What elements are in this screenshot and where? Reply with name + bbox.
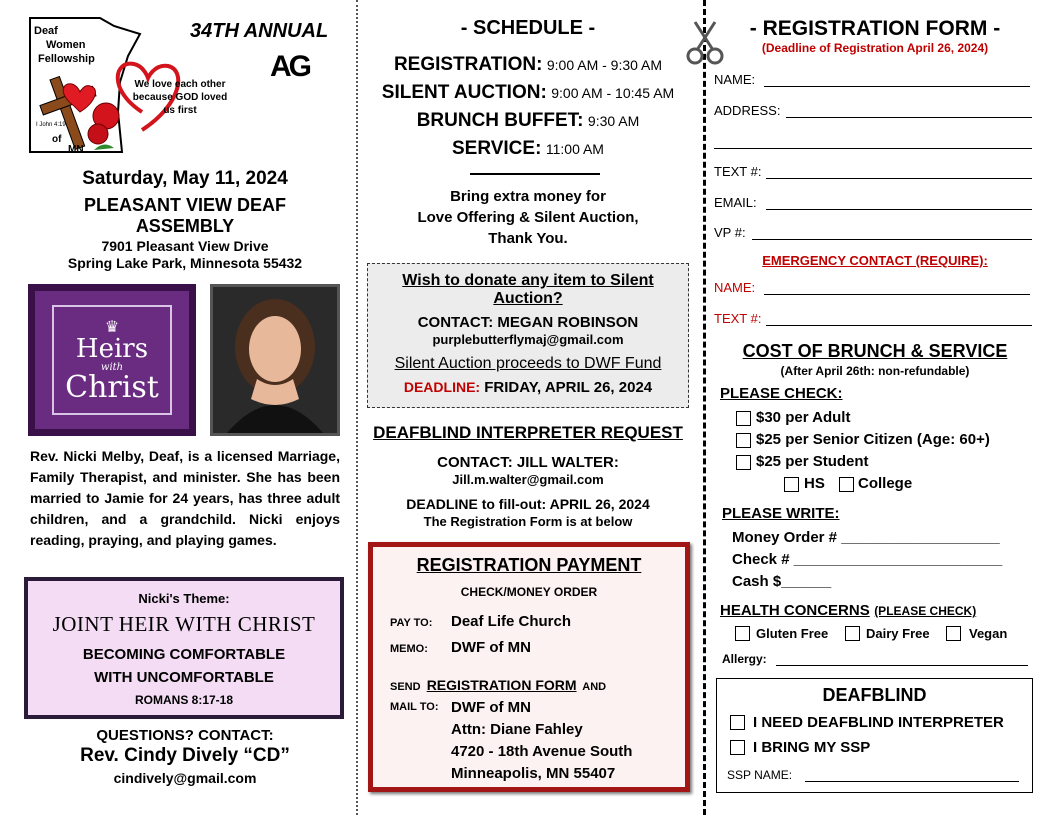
money-order-field[interactable]: Money Order # ___________________: [732, 529, 1000, 546]
scissors-icon: [685, 20, 725, 66]
emergency-contact-heading: EMERGENCY CONTACT (REQUIRE):: [762, 253, 988, 268]
deafblind-request-title: DEAFBLIND INTERPRETER REQUEST: [373, 423, 683, 442]
schedule-time: 11:00 AM: [545, 141, 604, 157]
theme-subtitle: [28, 643, 340, 689]
health-heading: [720, 602, 976, 620]
form-deadline: (Deadline of Registration April 26, 2024): [761, 41, 989, 55]
allergy-label: Allergy:: [722, 652, 767, 666]
theme-title: JOINT HEIR WITH CHRIST: [52, 612, 316, 636]
deafblind-deadline: DEADLINE to fill-out: APRIL 26, 2024: [406, 496, 650, 512]
donate-contact: CONTACT: MEGAN ROBINSON: [417, 314, 639, 331]
theme-box: [24, 577, 344, 719]
form-title: - REGISTRATION FORM -: [749, 17, 1001, 40]
memo-value: DWF of MN: [451, 639, 531, 656]
schedule-time: 9:30 AM: [587, 113, 640, 129]
check-field[interactable]: Check # _________________________: [732, 551, 1003, 568]
dairy-free-option: Dairy Free: [866, 626, 930, 641]
cut-line: [703, 0, 706, 815]
schedule-row-service: [368, 138, 688, 160]
schedule-divider: [470, 173, 600, 175]
student-checkbox[interactable]: [736, 455, 751, 470]
send-label: [390, 677, 606, 693]
health-title: HEALTH CONCERNS: [720, 602, 870, 619]
theme-scripture: ROMANS 8:17-18: [134, 693, 234, 707]
emergency-name-field[interactable]: [764, 294, 1030, 295]
adult-option: $30 per Adult: [756, 409, 851, 426]
pay-to-label: PAY TO:: [390, 617, 433, 629]
send-word: SEND: [390, 681, 421, 693]
memo-label: MEMO:: [390, 643, 428, 655]
ssp-name-label: SSP NAME:: [727, 768, 793, 782]
deafblind-contact: CONTACT: JILL WALTER:: [437, 454, 619, 471]
bring-line-2: Love Offering & Silent Auction,: [417, 209, 639, 226]
deafblind-email[interactable]: Jill.m.walter@gmail.com: [452, 472, 604, 487]
annual-title: 34TH ANNUAL: [190, 20, 329, 42]
heirs-with: with: [100, 362, 124, 373]
mail-line-2: Attn: Diane Fahley: [451, 721, 583, 738]
mail-line-4: Minneapolis, MN 55407: [451, 765, 616, 782]
student-option: $25 per Student: [756, 453, 869, 470]
schedule-label: BRUNCH BUFFET:: [416, 110, 584, 131]
college-option: College: [858, 475, 913, 492]
schedule-title: - SCHEDULE -: [460, 17, 596, 39]
logo-line-1: Deaf: [34, 25, 58, 37]
logo-line-2: Women: [46, 39, 86, 51]
ag-logo-text: AG: [270, 50, 309, 83]
deadline-label: DEADLINE:: [403, 379, 481, 395]
address-line-2: Spring Lake Park, Minnesota 55432: [67, 255, 303, 271]
schedule-row-brunch: [368, 110, 688, 132]
senior-option: $25 per Senior Citizen (Age: 60+): [756, 431, 990, 448]
mail-to-label: MAIL TO:: [390, 701, 439, 713]
address-field-line-2[interactable]: [714, 148, 1032, 149]
cost-title: COST OF BRUNCH & SERVICE: [742, 341, 1008, 361]
ssp-name-field[interactable]: [805, 781, 1019, 782]
college-checkbox[interactable]: [839, 477, 854, 492]
divider-left: [356, 0, 358, 815]
gluten-free-checkbox[interactable]: [735, 626, 750, 641]
name-label: NAME:: [714, 72, 756, 87]
payment-subtitle: CHECK/MONEY ORDER: [460, 585, 598, 599]
donate-deadline: [368, 379, 688, 396]
adult-checkbox[interactable]: [736, 411, 751, 426]
emergency-text-field[interactable]: [766, 325, 1032, 326]
name-field[interactable]: [764, 86, 1030, 87]
address-label: ADDRESS:: [714, 103, 781, 118]
payment-title: REGISTRATION PAYMENT: [416, 555, 642, 575]
text-field[interactable]: [766, 178, 1032, 179]
schedule-time: 9:00 AM - 9:30 AM: [546, 57, 663, 73]
address-line-1: 7901 Pleasant View Drive: [101, 238, 269, 254]
schedule-row-registration: [368, 54, 688, 76]
theme-label: Nicki's Theme:: [138, 591, 230, 606]
heirs-word: Heirs: [75, 334, 149, 364]
portrait-icon: [213, 287, 337, 433]
logo-tagline: We love each other because GOD loved us first: [132, 79, 228, 116]
allergy-field[interactable]: [776, 665, 1028, 666]
vegan-option: Vegan: [969, 626, 1008, 641]
cost-subtitle: (After April 26th: non-refundable): [780, 364, 970, 378]
mail-to-address: [451, 697, 632, 785]
theme-sub-1: BECOMING COMFORTABLE: [82, 646, 286, 663]
donate-email[interactable]: purplebutterflymaj@gmail.com: [432, 332, 624, 347]
contact-email[interactable]: cindively@gmail.com: [113, 770, 257, 786]
dwf-logo: [22, 12, 228, 162]
crown-icon: ♛: [104, 317, 120, 336]
bring-line-3: Thank You.: [488, 230, 568, 247]
text-label: TEXT #:: [714, 164, 762, 179]
logo-of: of: [52, 134, 62, 145]
please-write-heading: PLEASE WRITE:: [722, 505, 840, 522]
vp-field[interactable]: [752, 239, 1032, 240]
venue-address: [30, 238, 340, 272]
logo-verse: I John 4:19: [36, 122, 66, 128]
schedule-row-silent-auction: [368, 82, 688, 104]
donate-proceeds: Silent Auction proceeds to DWF Fund: [394, 355, 662, 372]
speaker-bio: Rev. Nicki Melby, Deaf, is a licensed Marriage, Family Therapist, and minister. She has been married to Jamie for 24 years, has three adult children, and a grandchild. Nicki enjoys reading, praying, and playing games.: [30, 448, 340, 548]
senior-checkbox[interactable]: [736, 433, 751, 448]
schedule-label: SERVICE:: [452, 138, 542, 159]
mail-line-1: DWF of MN: [451, 699, 531, 716]
donate-question: Wish to donate any item to Silent Auction?: [402, 272, 654, 307]
health-note: (PLEASE CHECK): [874, 604, 977, 618]
heirs-inner-frame: [52, 305, 172, 415]
vp-label: VP #:: [714, 225, 746, 240]
heirs-with-christ-image: [28, 284, 196, 436]
schedule-time: 9:00 AM - 10:45 AM: [551, 85, 675, 101]
deafblind-box: [716, 678, 1033, 793]
bring-ssp-checkbox[interactable]: [730, 740, 745, 755]
speaker-photo: [210, 284, 340, 436]
emergency-text-label: TEXT #:: [714, 311, 762, 326]
venue-line-2: ASSEMBLY: [135, 216, 235, 236]
email-label: EMAIL:: [714, 195, 757, 210]
donate-box: [367, 263, 689, 408]
registration-payment-box: [368, 542, 690, 792]
mail-line-3: 4720 - 18th Avenue South: [451, 743, 633, 760]
deafblind-box-title: DEAFBLIND: [822, 685, 927, 705]
logo-line-3: Fellowship: [38, 53, 95, 65]
please-check-heading: PLEASE CHECK:: [720, 385, 843, 402]
hs-option: HS: [804, 475, 825, 492]
address-field[interactable]: [786, 117, 1032, 118]
pay-to-value: Deaf Life Church: [451, 613, 572, 630]
ag-logo: [270, 50, 309, 84]
contact-name: Rev. Cindy Dively “CD”: [80, 745, 290, 766]
email-field[interactable]: [766, 209, 1032, 210]
send-and: AND: [582, 681, 607, 693]
venue: [30, 195, 340, 237]
send-item: REGISTRATION FORM: [426, 677, 577, 693]
bring-line-1: Bring extra money for: [450, 188, 606, 205]
logo-state: MN: [68, 144, 84, 155]
need-interpreter-checkbox[interactable]: [730, 715, 745, 730]
heirs-christ: Christ: [65, 370, 159, 405]
need-interpreter-option: I NEED DEAFBLIND INTERPRETER: [753, 714, 1004, 731]
hs-checkbox[interactable]: [784, 477, 799, 492]
event-date: Saturday, May 11, 2024: [82, 168, 288, 189]
questions-label: QUESTIONS? CONTACT:: [96, 727, 274, 744]
emergency-name-label: NAME:: [714, 280, 756, 295]
gluten-free-option: Gluten Free: [756, 626, 829, 641]
bring-money-note: [368, 186, 688, 249]
dairy-free-checkbox[interactable]: [845, 626, 860, 641]
bring-ssp-option: I BRING MY SSP: [753, 739, 871, 756]
vegan-checkbox[interactable]: [946, 626, 961, 641]
theme-sub-2: WITH UNCOMFORTABLE: [94, 669, 274, 686]
schedule-label: SILENT AUCTION:: [381, 82, 547, 103]
deadline-value: FRIDAY, APRIL 26, 2024: [484, 379, 653, 396]
venue-line-1: PLEASANT VIEW DEAF: [83, 195, 286, 215]
deafblind-note: The Registration Form is at below: [423, 514, 633, 529]
schedule-label: REGISTRATION:: [393, 54, 543, 75]
cash-field[interactable]: Cash $______: [732, 573, 832, 590]
